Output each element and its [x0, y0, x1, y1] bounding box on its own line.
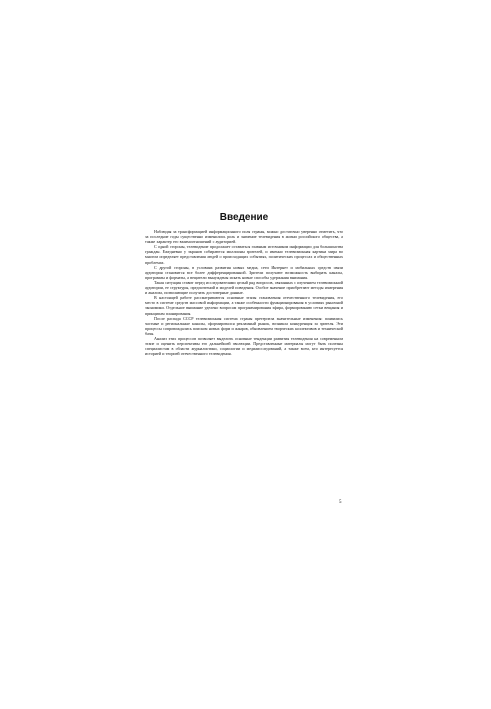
- paragraph-1: Наблюдая за трансформацией информационного поля страны, можно достаточно уверенно отметить, что за последние годы существенно изменились роль и значение телевидения в жизни российского общества, а также характер его взаимоотношений с аудиторией.: [145, 229, 343, 245]
- paragraph-2: С одной стороны, телевидение продолжает оставаться главным источником информации для большинства граждан. Ежедневно у экранов собираются миллионы зрителей, и именно телевизионная картина мира во многом определяет представления людей о происходящих событиях, политических процессах и общественных проблемах.: [145, 244, 343, 265]
- paragraph-3: С другой стороны, в условиях развития новых медиа, сети Интернет и мобильных средств связи аудитория становится все более дифференцированной. Зрители получают возможность выбирать каналы, программы и форматы, а вещатели вынуждены искать новые способы удержания внимания.: [145, 264, 343, 280]
- paragraph-4: Такая ситуация ставит перед исследователями целый ряд вопросов, связанных с изучением телевизионной аудитории, ее структуры, предпочтений и моделей поведения. Особое значение приобретают методы измерения и анализа, позволяющие получать достоверные данные.: [145, 279, 343, 296]
- chapter-title: Введение: [219, 212, 269, 223]
- paragraph-7: Анализ этих процессов позволяет выделить основные тенденции развития телевидения на современном этапе и оценить перспективы его дальнейшей эволюции. Представленные материалы могут быть полезны специалистам в области журналистики, социологии и медиаисследований, а также всем, кто интересуется историей и теорией отечественного телевидения.: [145, 335, 343, 357]
- paragraph-5: В настоящей работе рассматриваются основные этапы становления отечественного телевидения, его место в системе средств массовой информации, а также особенности функционирования в условиях рыночной экономики. Отдельное внимание уделено вопросам программирования эфира, формированию сетки вещания и принципам планирования.: [145, 295, 343, 316]
- paragraph-6: После распада СССР телевизионная система страны претерпела значительные изменения: появились частные и региональные каналы, сформировался рекламный рынок, возникла конкуренция за зрителя. Эти процессы сопровождались поиском новых форм и жанров, обновлением творческих коллективов и технической базы.: [145, 315, 343, 336]
- page-number: 5: [339, 500, 342, 505]
- text-block: [145, 212, 343, 356]
